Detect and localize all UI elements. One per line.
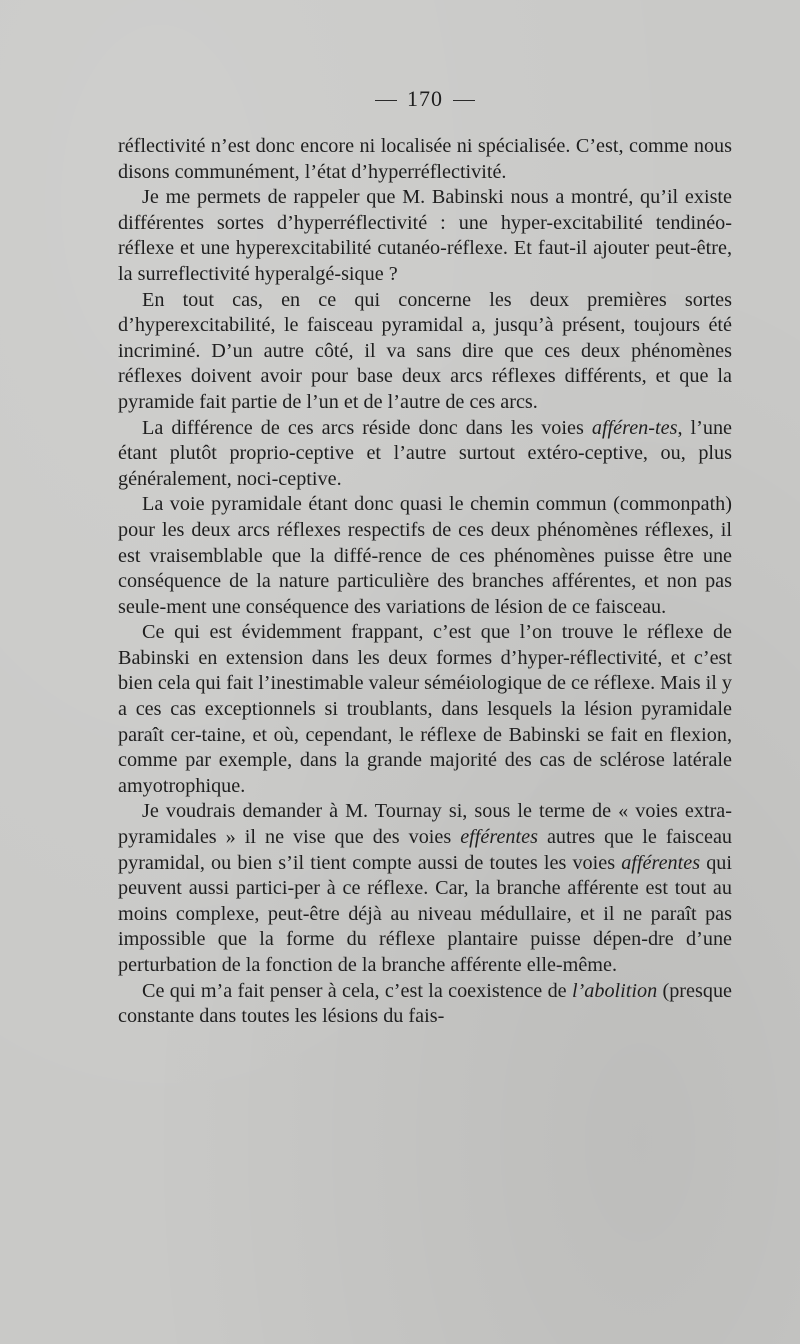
text-run: (presque constante dans toutes les lésions du fais- <box>118 979 732 1028</box>
text-run: En tout cas, en ce qui concerne les deux premières sortes d’hyperexcitabilité, le faisceau pyramidal a, jusqu’à présent, toujours été incriminé. D’un autre côté, il va sans dire que ces deux phénomènes réflexes doivent avoir pour base deux arcs réflexes différents, et que la pyramide fait partie de l’un et de l’autre de ces arcs. <box>118 288 732 413</box>
right-dash <box>453 100 475 101</box>
text-run: réflectivité n’est donc encore ni localisée ni spécialisée. C’est, comme nous disons communément, l’état d’hyperréflectivité. <box>118 135 732 183</box>
paragraph <box>118 288 732 416</box>
text-run: , l’une étant plutôt proprio-ceptive et l’autre surtout extéro-ceptive, ou, plus généralement, noci-ceptive. <box>118 416 732 490</box>
text-run: Ce qui m’a fait penser à cela, c’est la coexistence de <box>142 979 572 1002</box>
paragraph <box>118 185 732 287</box>
text-run: Je voudrais demander à M. Tournay si, sous le terme de « voies extra-pyramidales » il ne vise que des voies <box>118 800 732 849</box>
italic-term: afférentes <box>621 851 701 874</box>
text-run: Je me permets de rappeler que M. Babinski nous a montré, qu’il existe différentes sortes d’hyperréflectivité : une hyper-excitabilité tendinéo-réflexe et une hyperexcitabilité cutanéo-réflexe. Et faut-il ajouter peut-être, la surreflectivité hyperalgé-sique ? <box>118 186 732 285</box>
text-run: qui peuvent aussi partici-per à ce réflexe. Car, la branche afférente est tout au moins complexe, peut-être déjà au niveau médullaire, et il ne paraît pas impossible que la forme du réflexe plantaire puisse dépen-dre d’une perturbation de la fonction de la branche afférente elle-même. <box>118 851 733 976</box>
paragraph <box>118 979 732 1030</box>
book-page <box>118 84 732 1030</box>
italic-term: afféren-tes <box>591 416 678 439</box>
paragraph <box>118 416 732 493</box>
paragraph <box>118 620 732 799</box>
text-run: autres que le faisceau pyramidal, ou bien s’il tient compte aussi de toutes les voies <box>118 826 732 874</box>
italic-term: l’abolition <box>571 979 658 1002</box>
text-run: La voie pyramidale étant donc quasi le chemin commun (commonpath) pour les deux arcs réflexes respectifs de ces deux phénomènes réflexes, il est vraisemblable que la diffé-rence de ces phénomènes puisse être une conséquence de la nature particulière des branches afférentes, et non pas seule-ment une conséquence des variations de lésion de ce faisceau. <box>118 493 732 618</box>
paragraph <box>118 134 732 185</box>
italic-term: efférentes <box>460 826 538 849</box>
page-number <box>118 84 732 114</box>
paragraph <box>118 799 732 978</box>
paragraph <box>118 492 732 620</box>
body-text <box>118 134 732 1030</box>
left-dash <box>375 100 397 101</box>
text-run: La différence de ces arcs réside donc dans les voies <box>142 416 592 439</box>
page-number-value: 170 <box>407 86 443 111</box>
text-run: Ce qui est évidemment frappant, c’est que l’on trouve le réflexe de Babinski en extension dans les deux formes d’hyper-réflectivité, et c’est bien cela qui fait l’inestimable valeur séméiologique de ce réflexe. Mais il y a ces cas exceptionnels si troublants, dans lesquels la lésion pyramidale paraît cer-taine, et où, cependant, le réflexe de Babinski se fait en flexion, comme par exemple, dans la grande majorité des cas de sclérose latérale amyotrophique. <box>118 621 732 797</box>
